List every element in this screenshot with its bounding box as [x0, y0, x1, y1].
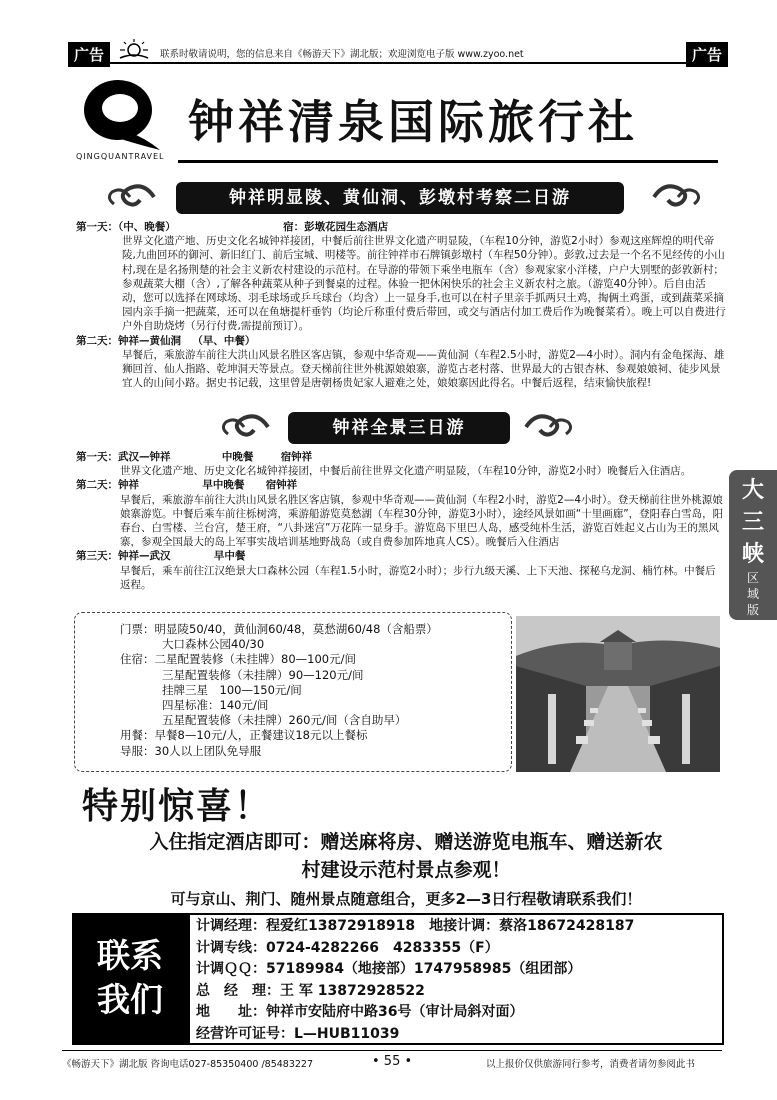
- side-tab-char: 域: [746, 587, 759, 601]
- tickets-value-2: 大口森林公园40/30: [162, 637, 265, 652]
- swirl-left-icon: [104, 180, 160, 214]
- meal-info: （早、中餐）: [192, 334, 256, 347]
- tour2-banner: 钟祥全景三日游: [288, 412, 510, 444]
- swirl-right-icon: [648, 180, 704, 214]
- tickets-row: [120, 622, 438, 637]
- meals-label: 用餐：: [120, 728, 155, 743]
- side-tab-char: 峡: [741, 541, 764, 567]
- swirl-right-icon: [520, 410, 576, 444]
- guide-label: 导服：: [120, 743, 155, 758]
- promo-headline: 特别惊喜！: [82, 786, 273, 827]
- side-tab-char: 区: [746, 571, 759, 585]
- meal-info: 中晚餐: [221, 451, 254, 463]
- footer-disclaimer: 以上报价仅供旅游同行参考，消费者请勿参阅此书: [486, 1059, 696, 1070]
- brand-q-logo-icon: [78, 74, 162, 152]
- lodging-option: 五星配置装修（未挂牌）260元/间（含自助早）: [162, 713, 407, 728]
- tour2-day3-text: 早餐后，乘车前往江汉绝景大口森林公园（车程1.5小时，游览2小时）；步行九级天溪、上下天池、探秘乌龙洞、楠竹林。中餐后返程。: [120, 564, 716, 591]
- contact-line: 地 址：钟祥市安陆府中路36号（审计局斜对面）: [196, 1004, 524, 1021]
- day-label: 第二天：钟祥: [76, 479, 139, 492]
- tour2-day1-text: 世界文化遗产地、历史文化名城钟祥接团，中餐后前往世界文化遗产明显陵，（车程10分钟，游览2小时）晚餐后入住酒店。: [120, 465, 692, 478]
- agency-title: 钟祥清泉国际旅行社: [188, 95, 638, 149]
- tour1-day2-header: [76, 334, 726, 348]
- brand-subtitle: QINGQUANTRAVEL: [76, 152, 165, 161]
- side-tab-char: 大: [741, 477, 764, 503]
- swirl-left-icon: [218, 410, 274, 444]
- guide-row: [120, 744, 438, 759]
- tour1-day1-header: [76, 220, 726, 234]
- gift-line: 村建设示范村景点参观！: [301, 859, 511, 881]
- tour1-day2-text: 早餐后，乘旅游车前往大洪山风景名胜区客店镇，参观中华奇观——黄仙洞（车程2.5小时，游览2—4小时）。洞内有金龟探海、雄狮回首、仙人指路、乾坤洞天等景点。登天梯前往世外桃源娘娘寨，游览古老村落、世界最大的古银杏林、参观娘娘祠、徒步风景宜人的山间小路。据史书记载，这里曾是唐朝杨贵妃家人避难之处，娘娘寨因此得名。中餐后返程，结束愉快旅程!: [122, 348, 725, 390]
- lodging-option: 三星配置装修（未挂牌）90—120元/间: [162, 667, 364, 682]
- sun-logo-icon: [116, 38, 152, 62]
- tickets-value: 明显陵50/40，黄仙洞60/48，莫愁湖60/48（含船票）: [154, 622, 438, 636]
- lodging-row: [120, 652, 438, 667]
- promo-combine: 可与京山、荆门、随州景点随意组合，更多2—3日行程敬请联系我们！: [170, 890, 642, 908]
- tickets-label: 门票：: [120, 622, 155, 636]
- side-tab-char: 版: [746, 603, 759, 617]
- contact-line: 计调专线：0724-4282266 4283355（F）: [196, 939, 499, 956]
- day-label: 第二天：钟祥—黄仙洞: [76, 334, 181, 347]
- meals-value: 早餐8—10元/人，正餐建议18元以上餐标: [154, 728, 368, 743]
- stay-info: 宿钟祥: [280, 451, 313, 463]
- tour2-day2-text: 早餐后，乘旅游车前往大洪山风景名胜区客店镇，参观中华奇观——黄仙洞（车程2小时，游览2—4小时）。登天梯前往世外桃源娘娘寨游览。中餐后乘车前往栎树湾，乘游船游览莫愁湖（车程30分钟，游览3小时），途经风景如画“十里画廊”，登阳春白雪岛，阳春台、白雪楼、兰台宫，楚王府，“八卦迷宫”万花阵一显身手。游览岛下里巴人岛，感受纯朴生活，游览百姓起义占山为王的黑风寨，参观全国最大的岛上军事实战培训基地野战岛（或自费参加阵地真人CS）。晚餐后入住酒店: [120, 493, 724, 549]
- contact-line: 计调经理：程爱红13872918918 地接计调：蔡洛18672428187: [196, 918, 635, 934]
- contact-label-line: 我们: [97, 980, 163, 1019]
- contact-label: [80, 934, 180, 1022]
- guide-value: 30人以上团队免导服: [154, 743, 262, 758]
- day-label: 第一天：武汉—钟祥: [76, 451, 171, 463]
- tour2-itinerary: [76, 450, 726, 592]
- tour1-itinerary: [76, 220, 726, 390]
- header-note: 联系时敬请说明，您的信息来自《畅游天下》湖北版；欢迎浏览电子版 www.zyoo.net: [160, 49, 524, 60]
- contact-details: [196, 916, 634, 1046]
- day-label: 第三天：钟祥—武汉: [76, 550, 171, 563]
- contact-line: 经营许可证号：L—HUB11039: [196, 1025, 400, 1042]
- region-side-tab: [729, 470, 777, 620]
- ad-tag-left: 广告: [68, 42, 110, 67]
- tour1-banner: 钟祥明显陵、黄仙洞、彭墩村考察二日游: [176, 182, 624, 214]
- gift-line: 入住指定酒店即可：赠送麻将房、赠送游览电瓶车、赠送新农: [149, 831, 663, 853]
- footer-rule: [62, 1050, 722, 1051]
- meal-info: 早中餐: [213, 550, 246, 563]
- contact-line: 计调ＱＱ：57189984（地接部）1747958985（组团部）: [196, 961, 582, 978]
- ad-tag-right: 广告: [686, 42, 728, 67]
- promo-gift: [86, 828, 726, 884]
- stay-info: 宿钟祥: [265, 479, 298, 492]
- title-rule: [178, 160, 718, 163]
- stay-info: 宿：彭墩花园生态酒店: [283, 221, 389, 233]
- page-number: • 55 •: [372, 1054, 413, 1069]
- day-label: 第一天：（中、晚餐）: [76, 221, 176, 233]
- lodging-option: 二星配置装修（未挂牌）80—100元/间: [154, 652, 356, 667]
- meals-row: [120, 728, 438, 743]
- meal-info: 早中晚餐: [202, 479, 245, 492]
- side-tab-char: 三: [741, 509, 764, 535]
- tour2-day3-header: [76, 549, 726, 563]
- footer-publication: 《畅游天下》湖北版 咨询电话027-85350400 /85483227: [62, 1059, 314, 1070]
- lodging-option: 四星标准：140元/间: [162, 698, 269, 713]
- lodging-option: 挂牌三星 100—150元/间: [162, 682, 302, 697]
- tomb-avenue-photo: [516, 616, 720, 772]
- contact-label-line: 联系: [97, 936, 163, 975]
- tour2-day2-header: [76, 478, 726, 492]
- tour2-day1-header: [76, 450, 726, 464]
- lodging-label: 住宿：: [120, 652, 155, 667]
- tour1-day1-text: 世界文化遗产地、历史文化名城钟祥接团，中餐后前往世界文化遗产明显陵，（车程10分钟，游览2小时）参观这座辉煌的明代帝陵,九曲回环的御河、新旧红门、前后宝城、明楼等。前往钟祥市石牌镇彭墩村（车程50分钟）。彭敦,过去是一个名不见经传的小山村,现在是名扬荆楚的社会主义新农村建设的示范村。在导游的带领下乘坐电瓶车（含）参观家家小洋楼，户户大别墅的彭敦新村；参观蔬菜大棚（含）,了解各种蔬菜从种子到餐桌的过程。体验一把休闲快乐的社会主义新农村之旅。（游览40分钟）。后自由活动，您可以选择在网球场、羽毛球场或乒乓球台（均含）上一显身手,也可以在村子里亲手抓两只土鸡，掏俩土鸡蛋，或到蔬菜采摘园内亲手摘一把蔬菜，还可以在鱼塘提杆垂钓（均论斤称重付费后带回，或交与酒店付加工费后作为晚餐菜肴）。晚上可以自费进行户外自助烧烤（另行付费,需提前预订）。: [122, 235, 726, 333]
- contact-line: 总 经 理：王 军 13872928522: [196, 982, 425, 999]
- price-list: [120, 622, 438, 759]
